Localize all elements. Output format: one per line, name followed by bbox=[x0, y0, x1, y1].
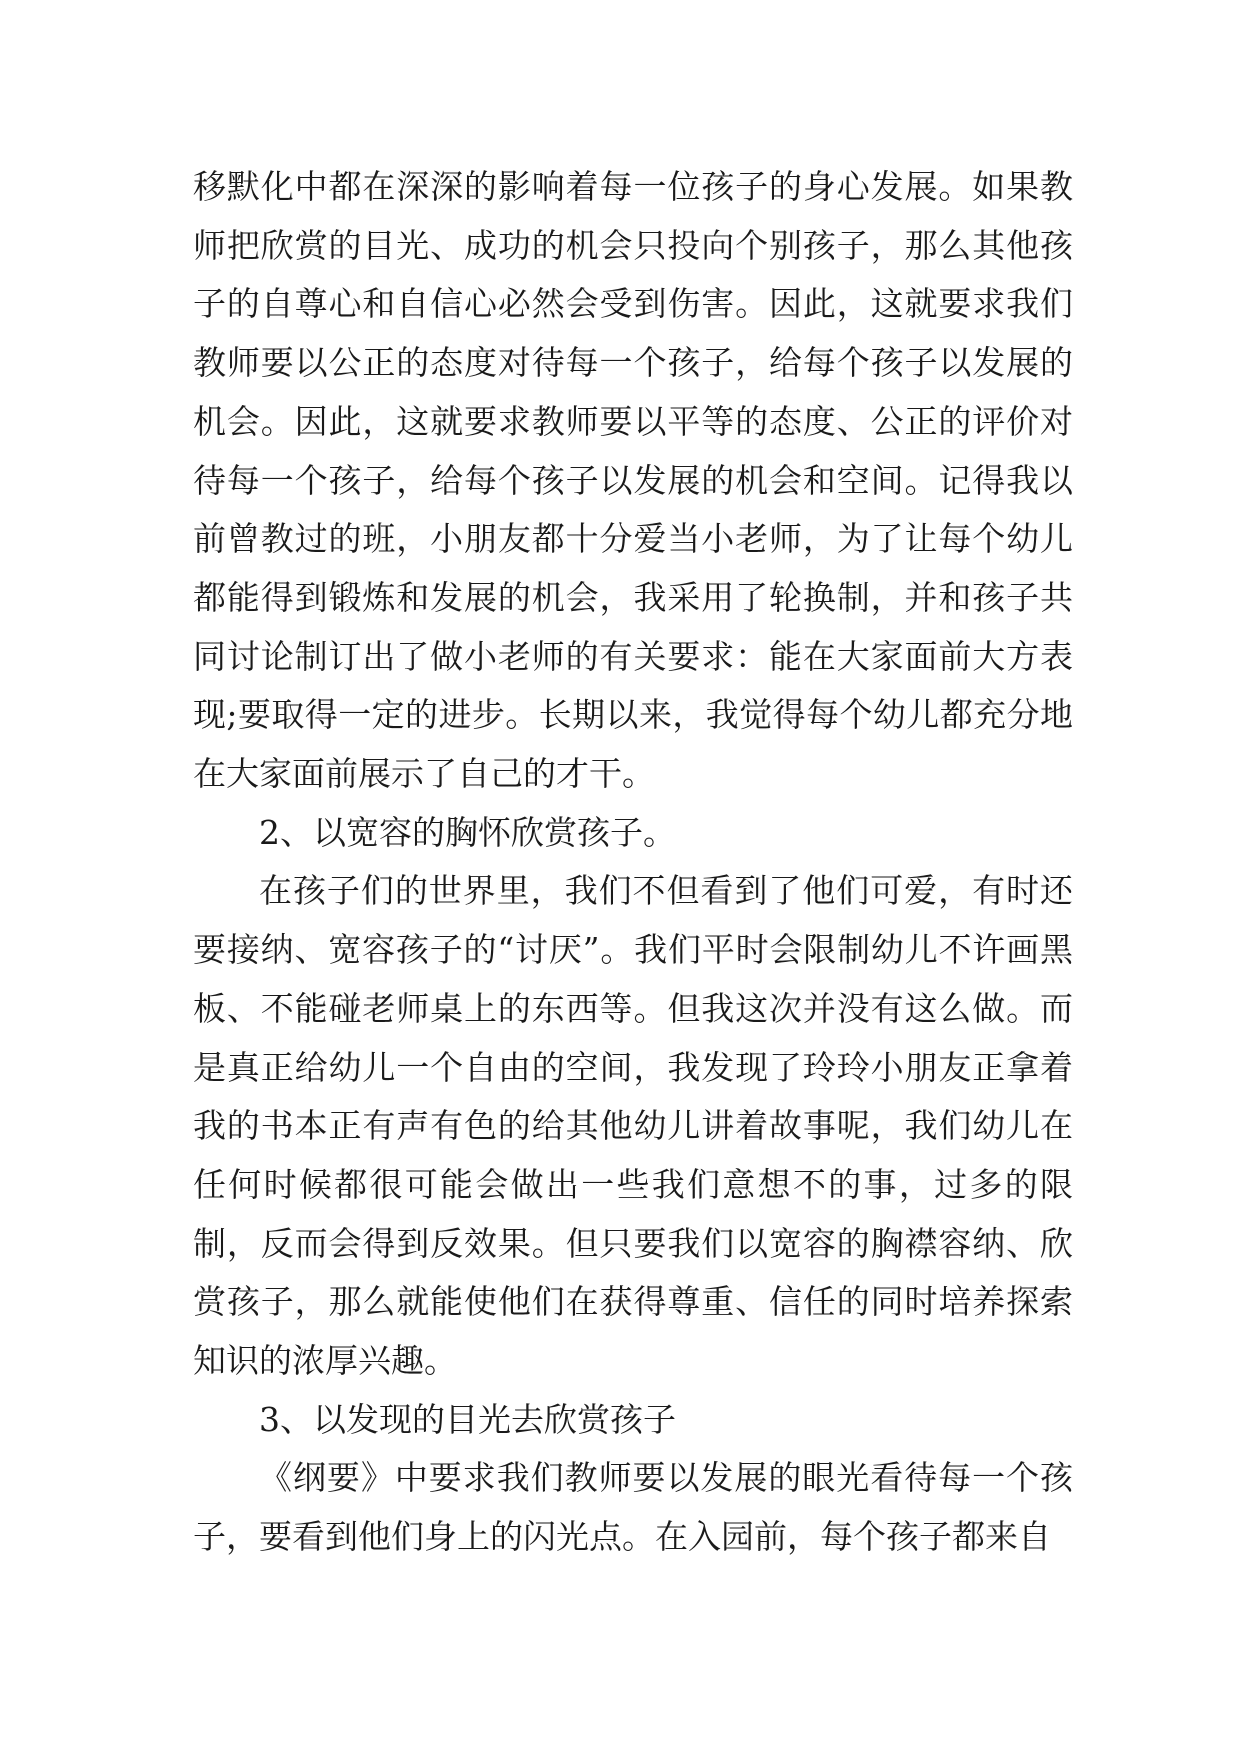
paragraph-section-3: 《纲要》中要求我们教师要以发展的眼光看待每一个孩子，要看到他们身上的闪光点。在入园前，每个孩子都来自 bbox=[193, 1458, 1073, 1557]
section-heading-2: 2、以宽容的胸怀欣赏孩子。 bbox=[259, 812, 676, 852]
paragraph-continuation: 移默化中都在深深的影响着每一位孩子的身心发展。如果教师把欣赏的目光、成功的机会只投向个别孩子，那么其他孩子的自尊心和自信心必然会受到伤害。因此，这就要求我们教师要以公正的态度对待每一个孩子，给每个孩子以发展的机会。因此，这就要求教师要以平等的态度、公正的评价对待每一个孩子，给每个孩子以发展的机会和空间。记得我以前曾教过的班，小朋友都十分爱当小老师，为了让每个幼儿都能得到锻炼和发展的机会，我采用了轮换制，并和孩子共同讨论制订出了做小老师的有关要求：能在大家面前大方表现;要取得一定的进步。长期以来，我觉得每个幼儿都充分地在大家面前展示了自己的才干。 bbox=[193, 167, 1073, 794]
section-heading-3: 3、以发现的目光去欣赏孩子 bbox=[259, 1399, 676, 1439]
document-body bbox=[193, 158, 1073, 1567]
paragraph-section-2: 在孩子们的世界里，我们不但看到了他们可爱，有时还要接纳、宽容孩子的“讨厌”。我们平时会限制幼儿不许画黑板、不能碰老师桌上的东西等。但我这次并没有这么做。而是真正给幼儿一个自由的空间，我发现了玲玲小朋友正拿着我的书本正有声有色的给其他幼儿讲着故事呢，我们幼儿在任何时候都很可能会做出一些我们意想不的事，过多的限制，反而会得到反效果。但只要我们以宽容的胸襟容纳、欣赏孩子，那么就能使他们在获得尊重、信任的同时培养探索知识的浓厚兴趣。 bbox=[193, 871, 1073, 1381]
